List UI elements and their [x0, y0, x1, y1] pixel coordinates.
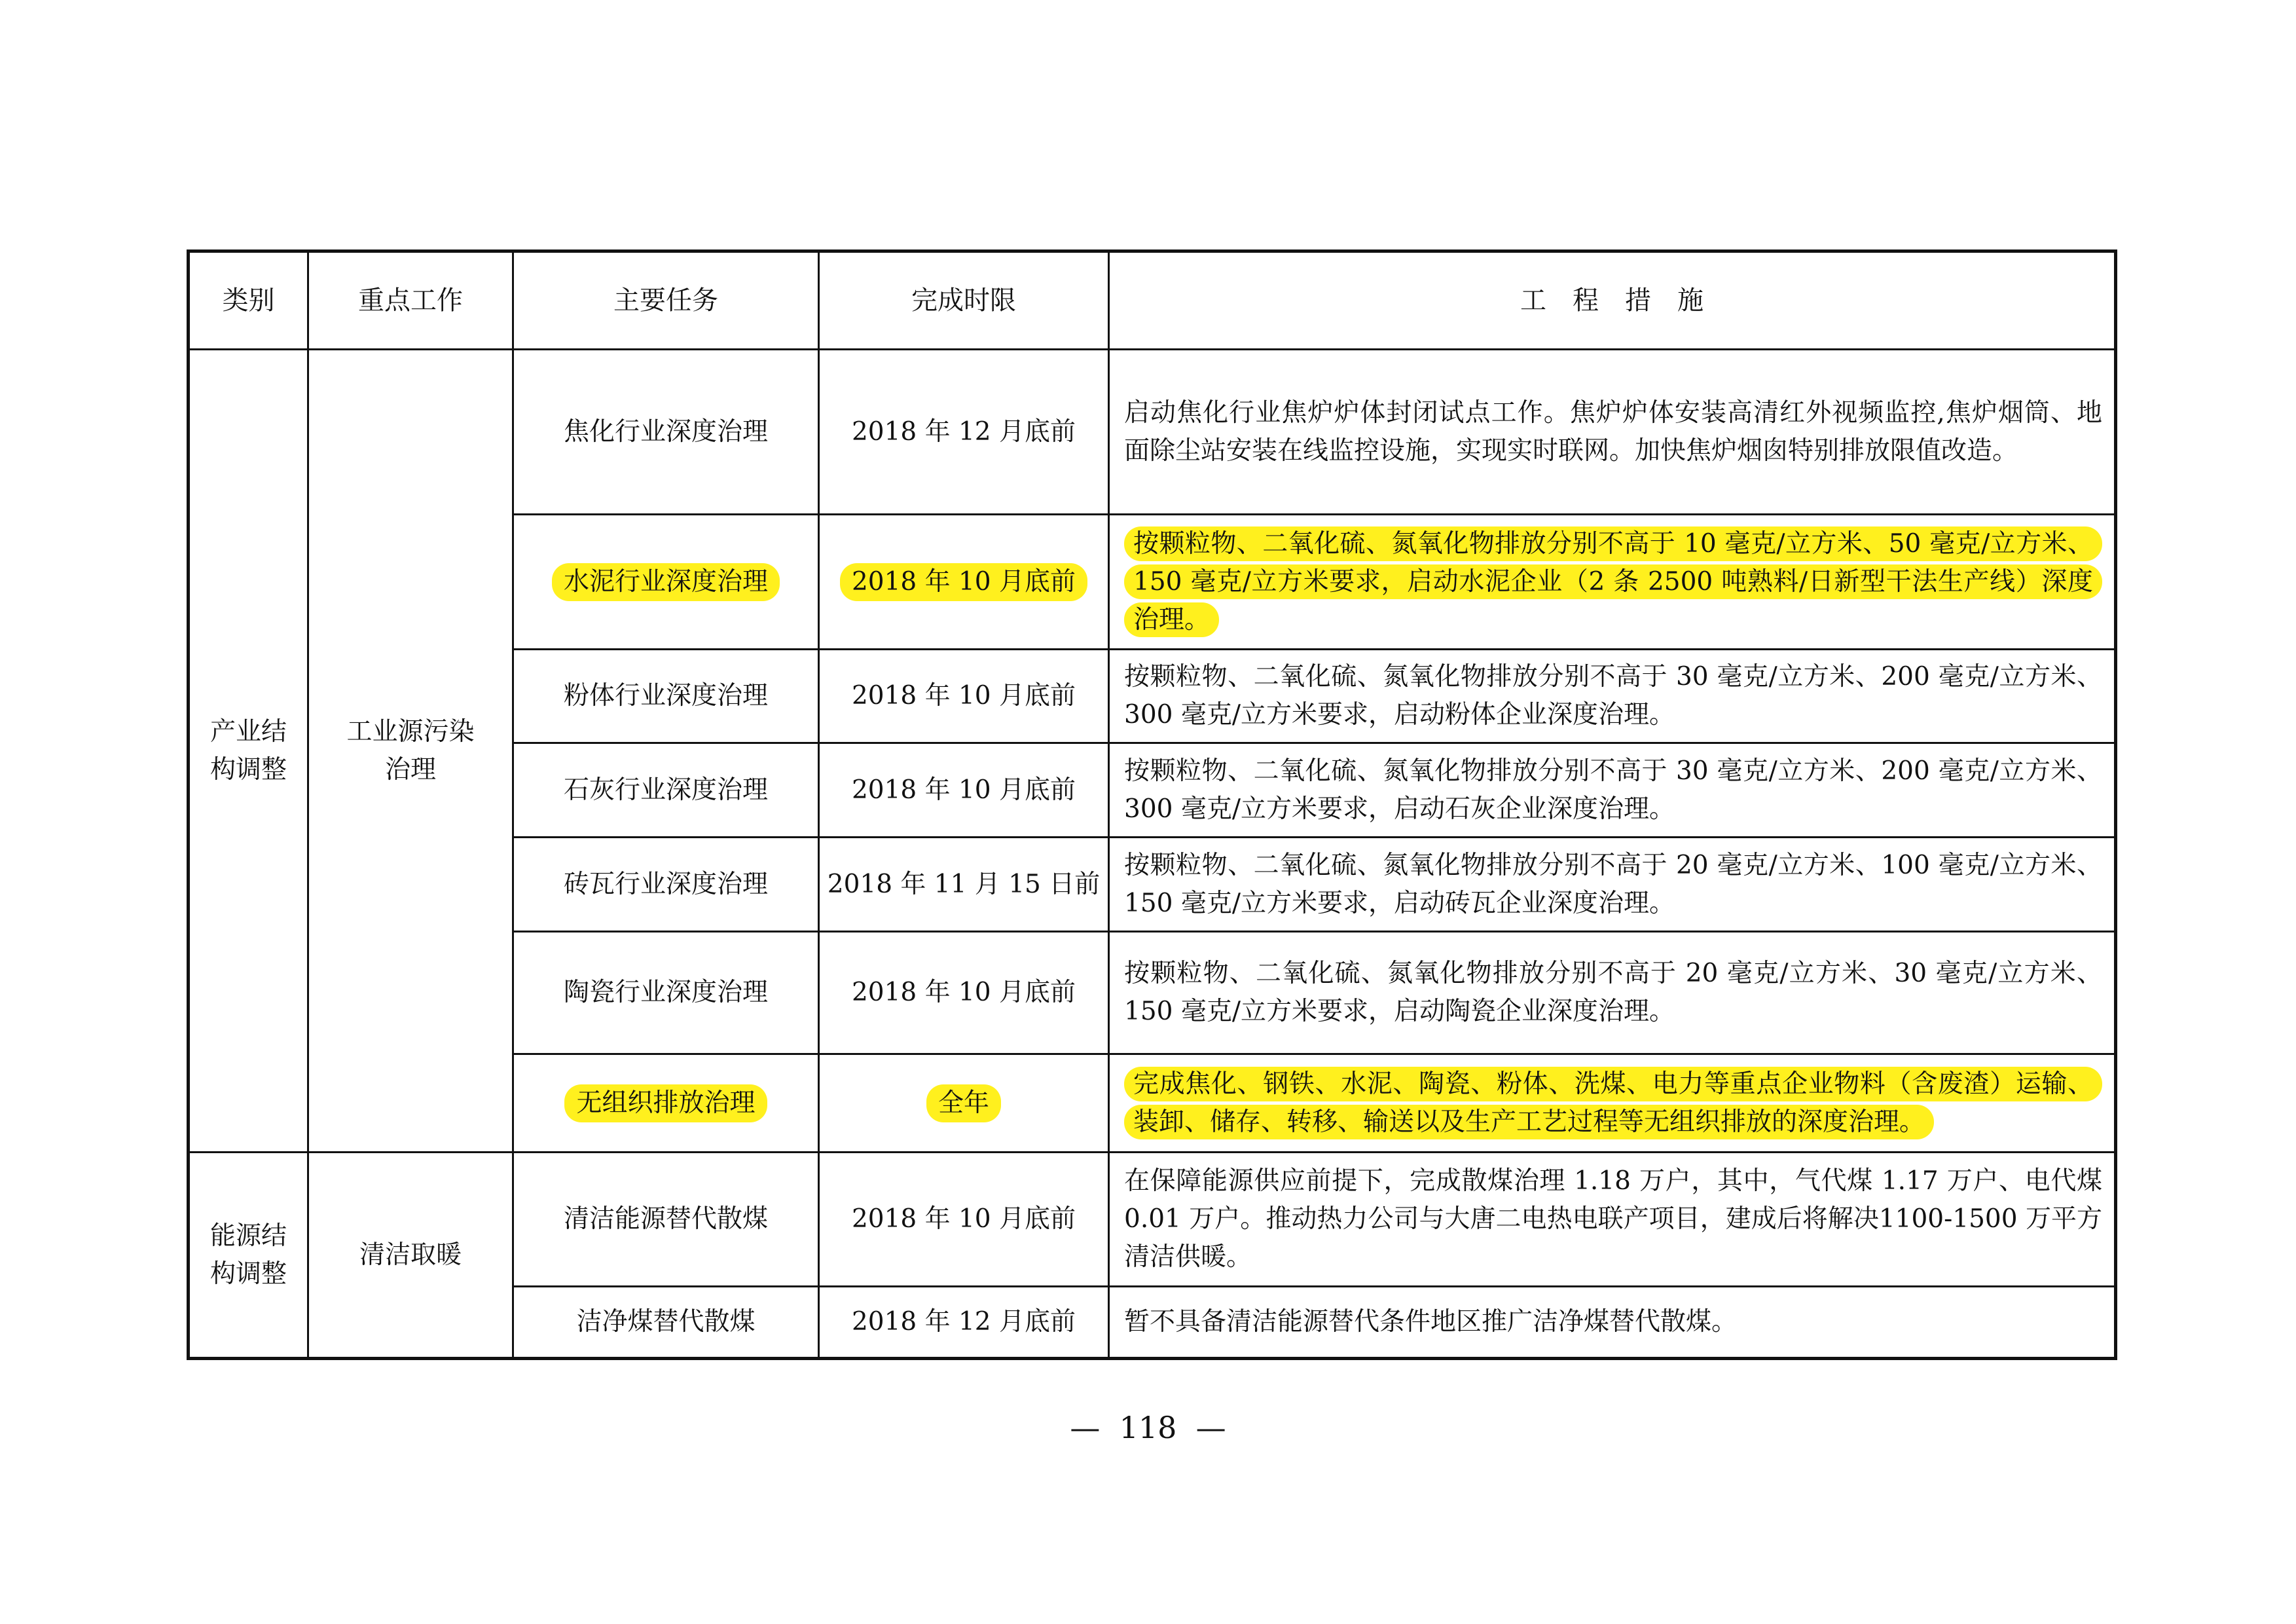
key-work-cell	[308, 350, 513, 1153]
deadline-cell: 2018 年 12 月底前	[819, 1287, 1109, 1359]
table-row	[189, 1153, 2116, 1287]
highlighted-text: 按颗粒物、二氧化硫、氮氧化物排放分别不高于 10 毫克/立方米、50 毫克/立方米、150 毫克/立方米要求，启动水泥企业（2 条 2500 吨熟料/日新型干法生产线）深度治理。	[1124, 526, 2102, 637]
deadline-cell: 2018 年 10 月底前	[819, 743, 1109, 838]
deadline-cell	[819, 515, 1109, 650]
measure-cell: 按颗粒物、二氧化硫、氮氧化物排放分别不高于 30 毫克/立方米、200 毫克/立方米、300 毫克/立方米要求，启动石灰企业深度治理。	[1109, 743, 2116, 838]
highlighted-text: 全年	[926, 1084, 1001, 1122]
deadline-cell: 2018 年 12 月底前	[819, 350, 1109, 515]
task-cell	[513, 1054, 819, 1153]
measure-cell	[1109, 515, 2116, 650]
highlighted-text: 完成焦化、钢铁、水泥、陶瓷、粉体、洗煤、电力等重点企业物料（含废渣）运输、装卸、储存、转移、输送以及生产工艺过程等无组织排放的深度治理。	[1124, 1067, 2102, 1139]
task-table	[187, 249, 2117, 1360]
task-cell: 清洁能源替代散煤	[513, 1153, 819, 1287]
deadline-cell: 2018 年 10 月底前	[819, 1153, 1109, 1287]
task-cell: 洁净煤替代散煤	[513, 1287, 819, 1359]
measure-cell: 暂不具备清洁能源替代条件地区推广洁净煤替代散煤。	[1109, 1287, 2116, 1359]
category-line: 产业结	[210, 716, 287, 747]
header-main-task: 主要任务	[513, 251, 819, 350]
category-line: 构调整	[210, 754, 287, 784]
header-measures: 工 程 措 施	[1109, 251, 2116, 350]
key-work-cell: 清洁取暖	[308, 1153, 513, 1359]
key-work-line: 工业源污染	[346, 716, 475, 747]
key-work-line: 治理	[384, 754, 436, 784]
table-header-row	[189, 251, 2116, 350]
category-cell	[189, 350, 308, 1153]
task-cell: 陶瓷行业深度治理	[513, 932, 819, 1054]
header-category: 类别	[189, 251, 308, 350]
task-cell: 焦化行业深度治理	[513, 350, 819, 515]
highlighted-text: 2018 年 10 月底前	[840, 563, 1087, 601]
highlighted-text: 无组织排放治理	[564, 1084, 767, 1122]
deadline-cell: 2018 年 10 月底前	[819, 650, 1109, 743]
task-cell: 石灰行业深度治理	[513, 743, 819, 838]
task-cell: 砖瓦行业深度治理	[513, 838, 819, 932]
page-number: — 118 —	[1070, 1410, 1226, 1445]
deadline-cell: 2018 年 10 月底前	[819, 932, 1109, 1054]
header-key-work: 重点工作	[308, 251, 513, 350]
measure-cell: 按颗粒物、二氧化硫、氮氧化物排放分别不高于 20 毫克/立方米、30 毫克/立方米、150 毫克/立方米要求，启动陶瓷企业深度治理。	[1109, 932, 2116, 1054]
category-line: 能源结	[210, 1221, 287, 1251]
highlighted-text: 水泥行业深度治理	[552, 563, 780, 601]
measure-cell: 按颗粒物、二氧化硫、氮氧化物排放分别不高于 30 毫克/立方米、200 毫克/立方米、300 毫克/立方米要求，启动粉体企业深度治理。	[1109, 650, 2116, 743]
table-row	[189, 350, 2116, 515]
task-cell: 粉体行业深度治理	[513, 650, 819, 743]
measure-cell	[1109, 1054, 2116, 1153]
task-cell	[513, 515, 819, 650]
category-line: 构调整	[210, 1259, 287, 1289]
measure-cell: 按颗粒物、二氧化硫、氮氧化物排放分别不高于 20 毫克/立方米、100 毫克/立方米、150 毫克/立方米要求，启动砖瓦企业深度治理。	[1109, 838, 2116, 932]
deadline-cell	[819, 1054, 1109, 1153]
header-deadline: 完成时限	[819, 251, 1109, 350]
page-number-value: 118	[1119, 1410, 1177, 1445]
measure-cell: 在保障能源供应前提下，完成散煤治理 1.18 万户，其中，气代煤 1.17 万户、电代煤 0.01 万户。推动热力公司与大唐二电热电联产项目，建成后将解决1100-1500 万平方清洁供暖。	[1109, 1153, 2116, 1287]
deadline-cell: 2018 年 11 月 15 日前	[819, 838, 1109, 932]
category-cell	[189, 1153, 308, 1359]
measure-cell: 启动焦化行业焦炉炉体封闭试点工作。焦炉炉体安装高清红外视频监控,焦炉烟筒、地面除尘站安装在线监控设施，实现实时联网。加快焦炉烟囱特别排放限值改造。	[1109, 350, 2116, 515]
